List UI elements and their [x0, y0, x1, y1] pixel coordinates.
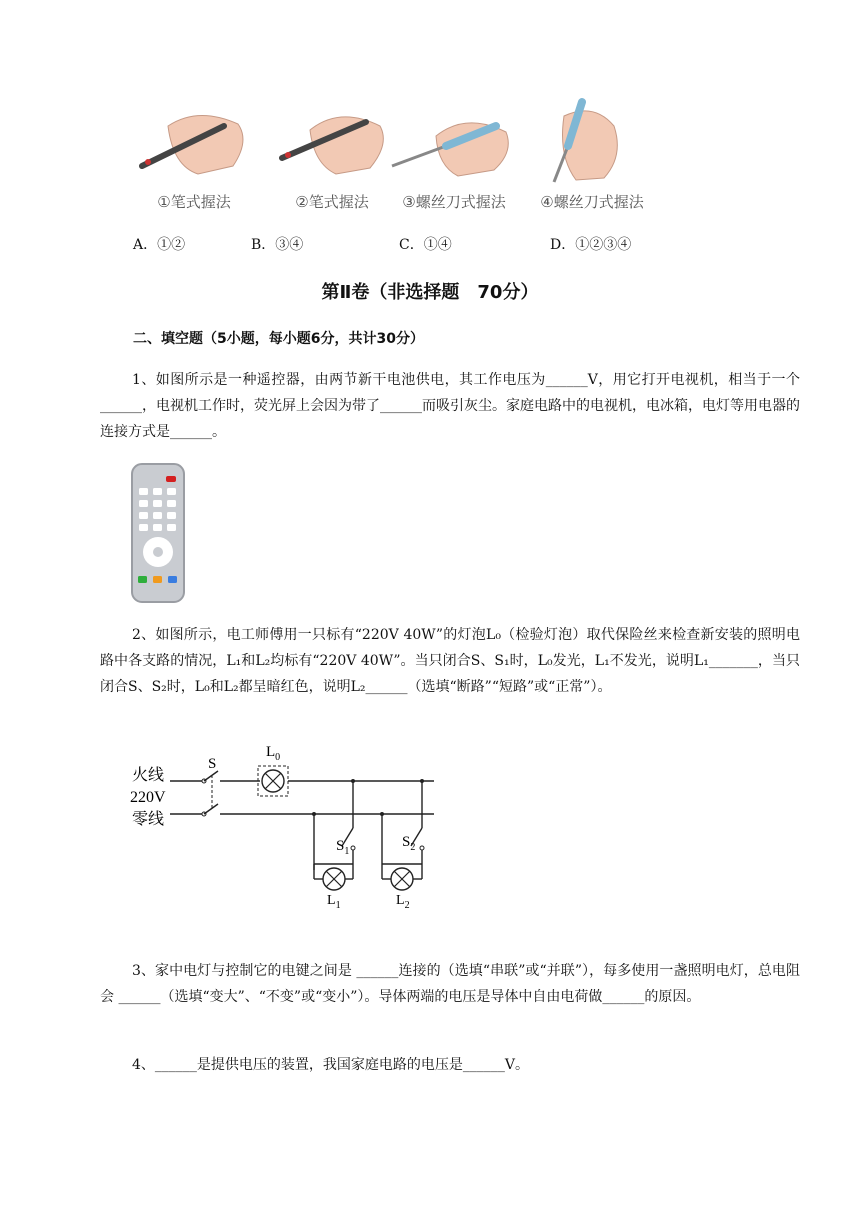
question-4 [100, 1052, 800, 1078]
pen-figure-1 [128, 96, 260, 216]
option-d[interactable]: D．①②③④ [550, 237, 632, 253]
switch-s-label: S [208, 756, 217, 772]
circuit-diagram [128, 740, 448, 912]
lamp-l2-label: $L_2$ [396, 893, 410, 911]
pen-figure-2 [266, 96, 398, 216]
part-title: 二、填空题（5小题，每小题6分，共计30分） [133, 331, 424, 347]
pen-caption: ①笔式握法 [157, 193, 231, 211]
option-b[interactable]: B．③④ [251, 237, 304, 253]
pen-figure-4 [524, 96, 660, 216]
switch-s2-label: $S_2$ [402, 834, 416, 853]
pen-grip-icon [128, 96, 260, 186]
remote-control-figure [130, 462, 186, 604]
switch-s-blade [204, 771, 218, 781]
lamp-l1-label: $L_1$ [327, 893, 341, 911]
pen-grip-icon [266, 96, 398, 186]
voltage-label: 220V [130, 789, 166, 806]
question-text: 4、______是提供电压的装置，我国家庭电路的电压是______V。 [132, 1057, 530, 1073]
switch-s1-label: $S_1$ [336, 838, 350, 857]
pen-caption: ③螺丝刀式握法 [402, 193, 506, 211]
screwdriver-grip-icon [386, 96, 522, 186]
question-3 [100, 958, 800, 1010]
question-text: 1、如图所示是一种遥控器，由两节新干电池供电，其工作电压为______V，用它打开电视机，相当于一个______，电视机工作时，荧光屏上会因为带了______而吸引灰尘。家庭电路中的电视机，电冰箱，电灯等用电器的连接方式是______。 [100, 372, 800, 440]
neutral-wire-label: 零线 [132, 811, 165, 828]
pen-figure-3 [386, 96, 522, 216]
pen-caption: ②笔式握法 [295, 193, 369, 211]
question-2 [100, 622, 800, 700]
question-text: 2、如图所示，电工师傅用一只标有“220V 40W”的灯泡L₀（检验灯泡）取代保险丝来检查新安装的照明电路中各支路的情况，L₁和L₂均标有“220V 40W”。当只闭合S、S₁时，L₀发光，L₁不发光，说明L₁_______，当只闭合S、S₂时，L₀和L₂都呈暗红色，说明L₂______（选填“断路”“短路”或“正常”）。 [100, 627, 800, 695]
screwdriver-grip-icon [524, 96, 660, 186]
live-wire-label: 火线 [132, 767, 165, 784]
option-a[interactable]: A．①② [133, 237, 186, 253]
pen-caption: ④螺丝刀式握法 [540, 193, 644, 211]
lamp-l0-label: $L_0$ [266, 744, 281, 763]
section-title: 第Ⅱ卷（非选择题 70分） [321, 282, 539, 303]
pen-grip-figures [128, 96, 660, 216]
question-1 [100, 367, 800, 445]
option-c[interactable]: C．①④ [399, 237, 452, 253]
question-text: 3、家中电灯与控制它的电键之间是 ______连接的（选填“串联”或“并联”），每多使用一盏照明电灯，总电阻会 ______（选填“变大”、“不变”或“变小”）。导体两端的电压是导体中自由电荷做______的原因。 [100, 963, 800, 1005]
